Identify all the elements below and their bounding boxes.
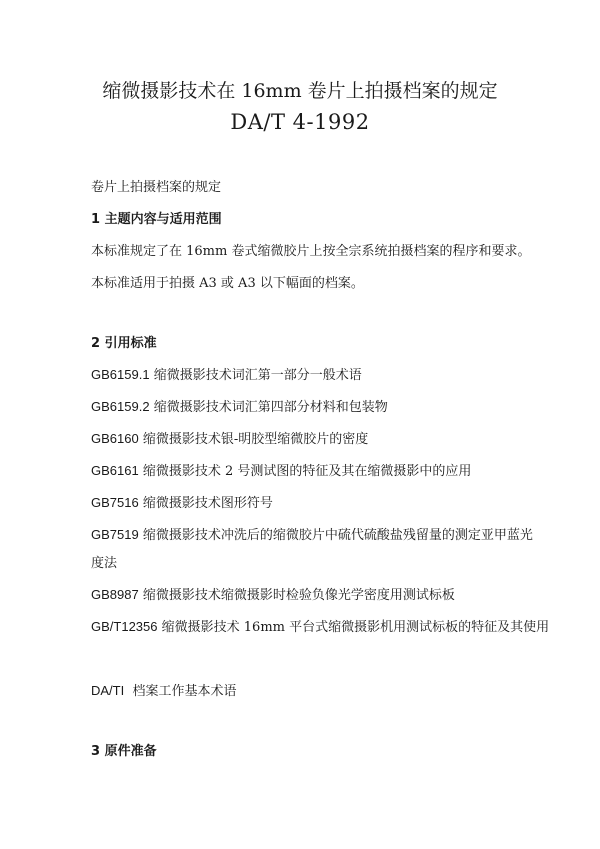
section-2-heading: 2 引用标准 (91, 336, 157, 351)
standard-code: GB6159.1 (91, 367, 150, 382)
standard-item-continuation (91, 552, 117, 571)
standard-code: GB7516 (91, 495, 139, 510)
standard-code: DA/TI (91, 683, 125, 698)
standard-code: GB8987 (91, 587, 139, 602)
standard-name: 缩微摄影技术 16mm 平台式缩微摄影机用测试标板的特征及其使用 (161, 620, 550, 635)
standard-item (91, 460, 471, 479)
standard-name: 缩微摄影技术冲洗后的缩微胶片中硫代硫酸盐残留量的测定亚甲蓝光 (142, 528, 533, 543)
section-3-heading: 3 原件准备 (91, 744, 157, 759)
section-1-paragraph: 本标准规定了在 16mm 卷式缩微胶片上按全宗系统拍摄档案的程序和要求。 (91, 244, 531, 259)
document-code: DA/T 4-1992 (230, 110, 370, 134)
standard-item (91, 364, 362, 383)
standard-item (91, 492, 273, 511)
standard-item (91, 584, 455, 603)
standard-code: GB/T12356 (91, 619, 158, 634)
standard-item (91, 524, 533, 543)
standard-name: 缩微摄影技术缩微摄影时检验负像光学密度用测试标板 (142, 588, 455, 603)
standard-name: 缩微摄影技术词汇第四部分材料和包装物 (153, 400, 388, 415)
standard-name: 缩微摄影技术银-明胶型缩微胶片的密度 (142, 432, 369, 447)
standard-code: GB6159.2 (91, 399, 150, 414)
standard-item (91, 428, 368, 447)
standard-name: 缩微摄影技术图形符号 (142, 496, 273, 511)
intro-line: 卷片上拍摄档案的规定 (91, 180, 222, 195)
standard-code: GB6160 (91, 431, 139, 446)
standard-name: 度法 (91, 556, 118, 571)
standard-code: GB7519 (91, 527, 139, 542)
standard-name: 档案工作基本术语 (132, 684, 237, 699)
standard-code: GB6161 (91, 463, 139, 478)
section-1-paragraph: 本标准适用于拍摄 A3 或 A3 以下幅面的档案。 (91, 276, 364, 291)
standard-name: 缩微摄影技术词汇第一部分一般术语 (153, 368, 362, 383)
standard-item (91, 616, 549, 635)
standard-name: 缩微摄影技术 2 号测试图的特征及其在缩微摄影中的应用 (142, 464, 472, 479)
standard-item (91, 680, 237, 699)
standard-item (91, 396, 388, 415)
document-title: 缩微摄影技术在 16mm 卷片上拍摄档案的规定 (102, 80, 498, 102)
section-1-heading: 1 主题内容与适用范围 (91, 212, 222, 227)
